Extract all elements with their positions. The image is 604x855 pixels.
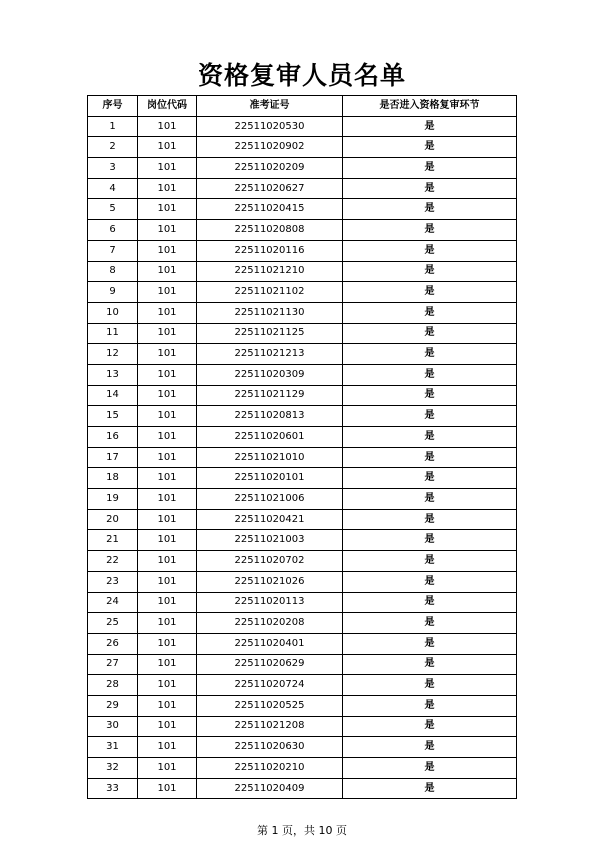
cell-post-code: 101 <box>138 530 197 551</box>
cell-ticket: 22511020627 <box>197 178 343 199</box>
table-row <box>88 116 517 137</box>
cell-seq: 2 <box>88 137 138 158</box>
cell-ticket: 22511020415 <box>197 199 343 220</box>
cell-post-code: 101 <box>138 344 197 365</box>
cell-post-code: 101 <box>138 178 197 199</box>
table-body <box>88 116 517 799</box>
cell-post-code: 101 <box>138 240 197 261</box>
cell-ticket: 22511020630 <box>197 737 343 758</box>
table-row <box>88 282 517 303</box>
cell-seq: 13 <box>88 364 138 385</box>
table-row <box>88 178 517 199</box>
table-row <box>88 385 517 406</box>
cell-post-code: 101 <box>138 737 197 758</box>
cell-ticket: 22511020808 <box>197 220 343 241</box>
cell-ticket: 22511020208 <box>197 613 343 634</box>
cell-post-code: 101 <box>138 571 197 592</box>
cell-post-code: 101 <box>138 385 197 406</box>
cell-post-code: 101 <box>138 468 197 489</box>
cell-post-code: 101 <box>138 282 197 303</box>
cell-result: 是 <box>343 571 517 592</box>
cell-result: 是 <box>343 282 517 303</box>
cell-ticket: 22511021010 <box>197 447 343 468</box>
cell-result: 是 <box>343 323 517 344</box>
table-row <box>88 199 517 220</box>
cell-result: 是 <box>343 302 517 323</box>
table-row <box>88 137 517 158</box>
table-row <box>88 509 517 530</box>
cell-ticket: 22511021208 <box>197 716 343 737</box>
column-header-seq: 序号 <box>88 96 138 117</box>
cell-seq: 8 <box>88 261 138 282</box>
cell-seq: 19 <box>88 489 138 510</box>
cell-post-code: 101 <box>138 633 197 654</box>
table-header-row <box>88 96 517 117</box>
cell-ticket: 22511020902 <box>197 137 343 158</box>
cell-result: 是 <box>343 509 517 530</box>
cell-post-code: 101 <box>138 364 197 385</box>
cell-seq: 26 <box>88 633 138 654</box>
cell-ticket: 22511020724 <box>197 675 343 696</box>
cell-post-code: 101 <box>138 695 197 716</box>
table-row <box>88 551 517 572</box>
cell-result: 是 <box>343 613 517 634</box>
cell-seq: 28 <box>88 675 138 696</box>
cell-ticket: 22511020116 <box>197 240 343 261</box>
cell-post-code: 101 <box>138 613 197 634</box>
cell-result: 是 <box>343 489 517 510</box>
cell-ticket: 22511020401 <box>197 633 343 654</box>
cell-result: 是 <box>343 364 517 385</box>
table-row <box>88 633 517 654</box>
table-row <box>88 778 517 799</box>
cell-result: 是 <box>343 344 517 365</box>
cell-seq: 6 <box>88 220 138 241</box>
cell-seq: 30 <box>88 716 138 737</box>
table-row <box>88 592 517 613</box>
cell-result: 是 <box>343 240 517 261</box>
cell-result: 是 <box>343 468 517 489</box>
cell-ticket: 22511021003 <box>197 530 343 551</box>
cell-post-code: 101 <box>138 778 197 799</box>
cell-ticket: 22511021026 <box>197 571 343 592</box>
cell-result: 是 <box>343 116 517 137</box>
table-row <box>88 695 517 716</box>
cell-post-code: 101 <box>138 447 197 468</box>
cell-seq: 12 <box>88 344 138 365</box>
cell-result: 是 <box>343 385 517 406</box>
cell-seq: 11 <box>88 323 138 344</box>
cell-seq: 14 <box>88 385 138 406</box>
cell-result: 是 <box>343 530 517 551</box>
cell-ticket: 22511020702 <box>197 551 343 572</box>
candidate-table <box>87 95 517 799</box>
cell-seq: 1 <box>88 116 138 137</box>
table-row <box>88 220 517 241</box>
cell-result: 是 <box>343 137 517 158</box>
table-row <box>88 240 517 261</box>
cell-seq: 27 <box>88 654 138 675</box>
cell-result: 是 <box>343 427 517 448</box>
cell-post-code: 101 <box>138 323 197 344</box>
cell-ticket: 22511021130 <box>197 302 343 323</box>
cell-post-code: 101 <box>138 199 197 220</box>
cell-post-code: 101 <box>138 302 197 323</box>
column-header-result: 是否进入资格复审环节 <box>343 96 517 117</box>
column-header-ticket: 准考证号 <box>197 96 343 117</box>
table-row <box>88 302 517 323</box>
cell-ticket: 22511021213 <box>197 344 343 365</box>
cell-result: 是 <box>343 261 517 282</box>
cell-seq: 23 <box>88 571 138 592</box>
cell-post-code: 101 <box>138 654 197 675</box>
column-header-post-code: 岗位代码 <box>138 96 197 117</box>
cell-ticket: 22511021125 <box>197 323 343 344</box>
cell-post-code: 101 <box>138 427 197 448</box>
cell-ticket: 22511020309 <box>197 364 343 385</box>
cell-ticket: 22511020421 <box>197 509 343 530</box>
cell-ticket: 22511020210 <box>197 758 343 779</box>
cell-seq: 16 <box>88 427 138 448</box>
cell-result: 是 <box>343 778 517 799</box>
cell-seq: 4 <box>88 178 138 199</box>
cell-ticket: 22511021129 <box>197 385 343 406</box>
cell-ticket: 22511020813 <box>197 406 343 427</box>
table-row <box>88 468 517 489</box>
page-title: 资格复审人员名单 <box>197 61 406 90</box>
cell-post-code: 101 <box>138 116 197 137</box>
cell-ticket: 22511021210 <box>197 261 343 282</box>
cell-ticket: 22511021006 <box>197 489 343 510</box>
cell-result: 是 <box>343 633 517 654</box>
cell-seq: 17 <box>88 447 138 468</box>
table-row <box>88 427 517 448</box>
table-row <box>88 571 517 592</box>
cell-seq: 29 <box>88 695 138 716</box>
cell-ticket: 22511020629 <box>197 654 343 675</box>
cell-seq: 25 <box>88 613 138 634</box>
cell-result: 是 <box>343 654 517 675</box>
cell-result: 是 <box>343 758 517 779</box>
cell-result: 是 <box>343 551 517 572</box>
cell-seq: 22 <box>88 551 138 572</box>
cell-seq: 3 <box>88 158 138 179</box>
cell-post-code: 101 <box>138 158 197 179</box>
cell-result: 是 <box>343 406 517 427</box>
cell-seq: 32 <box>88 758 138 779</box>
cell-seq: 15 <box>88 406 138 427</box>
cell-ticket: 22511020525 <box>197 695 343 716</box>
table-row <box>88 654 517 675</box>
table-row <box>88 675 517 696</box>
cell-ticket: 22511020601 <box>197 427 343 448</box>
table-row <box>88 158 517 179</box>
cell-result: 是 <box>343 220 517 241</box>
cell-post-code: 101 <box>138 675 197 696</box>
cell-post-code: 101 <box>138 261 197 282</box>
cell-post-code: 101 <box>138 406 197 427</box>
cell-seq: 24 <box>88 592 138 613</box>
table-row <box>88 489 517 510</box>
cell-result: 是 <box>343 178 517 199</box>
cell-post-code: 101 <box>138 489 197 510</box>
cell-ticket: 22511020530 <box>197 116 343 137</box>
cell-seq: 9 <box>88 282 138 303</box>
table-row <box>88 344 517 365</box>
cell-result: 是 <box>343 737 517 758</box>
cell-ticket: 22511020101 <box>197 468 343 489</box>
cell-result: 是 <box>343 675 517 696</box>
cell-ticket: 22511020209 <box>197 158 343 179</box>
cell-ticket: 22511021102 <box>197 282 343 303</box>
cell-post-code: 101 <box>138 220 197 241</box>
table-row <box>88 447 517 468</box>
cell-ticket: 22511020409 <box>197 778 343 799</box>
cell-seq: 31 <box>88 737 138 758</box>
cell-post-code: 101 <box>138 592 197 613</box>
cell-post-code: 101 <box>138 509 197 530</box>
cell-result: 是 <box>343 716 517 737</box>
cell-ticket: 22511020113 <box>197 592 343 613</box>
page-footer: 第 1 页，共 10 页 <box>257 824 347 837</box>
table-row <box>88 737 517 758</box>
table-row <box>88 406 517 427</box>
cell-seq: 10 <box>88 302 138 323</box>
cell-seq: 18 <box>88 468 138 489</box>
cell-seq: 5 <box>88 199 138 220</box>
cell-result: 是 <box>343 447 517 468</box>
table-row <box>88 261 517 282</box>
cell-result: 是 <box>343 158 517 179</box>
cell-seq: 20 <box>88 509 138 530</box>
cell-post-code: 101 <box>138 758 197 779</box>
cell-seq: 7 <box>88 240 138 261</box>
table-row <box>88 758 517 779</box>
cell-post-code: 101 <box>138 716 197 737</box>
cell-post-code: 101 <box>138 137 197 158</box>
cell-result: 是 <box>343 199 517 220</box>
cell-result: 是 <box>343 592 517 613</box>
cell-seq: 21 <box>88 530 138 551</box>
table-row <box>88 613 517 634</box>
table-row <box>88 716 517 737</box>
table-row <box>88 323 517 344</box>
cell-result: 是 <box>343 695 517 716</box>
table-row <box>88 530 517 551</box>
cell-seq: 33 <box>88 778 138 799</box>
table-row <box>88 364 517 385</box>
cell-post-code: 101 <box>138 551 197 572</box>
